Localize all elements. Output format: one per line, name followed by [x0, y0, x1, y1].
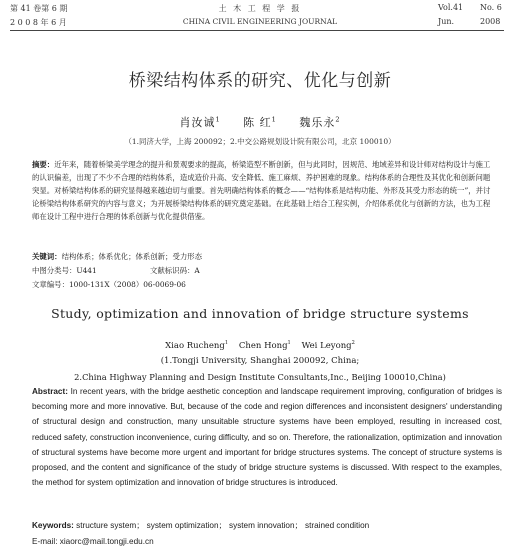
author-cn-2-sup: 1: [271, 115, 277, 124]
abstract-en-label: Abstract:: [32, 387, 68, 396]
doc-code-cn-value: A: [194, 266, 200, 275]
email-en: [32, 537, 154, 546]
affiliation-en-line-1: (1.Tongji University, Shanghai 200092, China;: [160, 356, 360, 366]
header-vol-issue-cn: 第 41 卷第 6 期: [10, 4, 68, 13]
author-en-2-sup: 1: [287, 340, 291, 346]
affiliation-en-line-2: 2.China Highway Planning and Design Institute Consultants,Inc., Beijing 100010,China): [74, 372, 446, 382]
author-cn-2: 陈 红: [243, 116, 272, 129]
author-cn-3-sup: 2: [335, 115, 341, 124]
clc-cn: [32, 265, 97, 276]
keywords-en-text: structure system； system optimization； system innovation； strained condition: [73, 521, 370, 530]
author-en-3: Wei Leyong: [301, 340, 352, 351]
affiliation-cn: （1.同济大学，上海 200092；2.中交公路规划设计院有限公司，北京 100010）: [124, 137, 396, 146]
email-en-label: E-mail:: [32, 537, 58, 546]
header-date-cn: 2 0 0 8 年 6 月: [10, 18, 67, 27]
header-journal-en: CHINA CIVIL ENGINEERING JOURNAL: [182, 17, 338, 26]
keywords-cn: [32, 251, 202, 262]
header-rule: [10, 30, 504, 31]
article-no-cn-value: 1000-131X（2008）06-0069-06: [68, 280, 186, 289]
doc-code-cn: [150, 265, 200, 276]
doc-code-cn-label: 文献标识码：: [150, 266, 195, 275]
title-cn: 桥梁结构体系的研究、优化与创新: [128, 71, 392, 91]
authors-en: [0, 340, 520, 351]
author-cn-1: 肖汝诚: [179, 116, 216, 129]
abstract-en-text: In recent years, with the bridge aesthetic conception and landscape requirement improving, configuration of bridges is becoming more and more innovative. But, because of the code and region differences and inconsistent designers' understanding of structural design and construction, many unsuitable structure systems have been employed, resulting in increased cost, reduced safety, construction inconvenience, curing difficulty, and so on. Therefore, the rationalization, optimization and innovation of structural systems have become more urgent and important for bridge structures systems. The concept of structure systems is proposed, and the content and significance of the study of bridge structure systems is discussed. With respect to the examples, the method for system optimization and innovation of bridge structures is introduced.: [32, 387, 502, 488]
author-en-3-sup: 2: [351, 340, 355, 346]
author-en-1-sup: 1: [224, 340, 229, 346]
clc-cn-value: U441: [76, 266, 97, 275]
header-year-en: 2008: [480, 17, 501, 26]
header-month-en: Jun.: [438, 17, 455, 26]
header-issue-en: No. 6: [480, 3, 502, 12]
clc-cn-label: 中图分类号：: [32, 266, 77, 275]
article-no-cn-label: 文章编号：: [32, 280, 69, 289]
keywords-en-label: Keywords:: [32, 521, 74, 530]
title-en: Study, optimization and innovation of bridge structure systems: [51, 306, 469, 321]
author-cn-1-sup: 1: [215, 115, 221, 124]
article-no-cn: [32, 279, 186, 290]
keywords-cn-label: 关键词：: [32, 252, 62, 261]
header-journal-cn: 土 木 工 程 学 报: [218, 4, 302, 13]
abstract-cn-text: 近年来，随着桥梁美学理念的提升和景观要求的提高，桥梁造型不断创新，但与此同时，因规范、地域差异和设计师对结构设计与施工的认识偏差，出现了不少不合理的结构体系，造成造价升高、安全降低、施工麻烦、养护困难的现象。结构体系的合理性及其优化和创新问题突显。对桥梁结构体系的研究显得越来越迫切与重要。首先明确结构体系的概念——“结构体系是结构功能、外形及其受力形态的统一”，并讨论桥梁结构体系研究的内容与意义；为开展桥梁结构体系的研究奠定基础。在此基础上结合工程实例，介绍体系优化与创新的方法，也为工程师在设计工程中进行合理的体系创新与优化提供借鉴。: [32, 160, 491, 221]
keywords-cn-text: 结构体系；体系优化；体系创新；受力形态: [61, 252, 203, 261]
author-cn-3: 魏乐永: [299, 116, 336, 129]
abstract-cn-label: 摘要：: [32, 160, 55, 169]
author-en-1: Xiao Rucheng: [165, 340, 225, 351]
author-en-2: Chen Hong: [238, 340, 288, 351]
email-en-text: xiaorc@mail.tongji.edu.cn: [57, 537, 154, 546]
abstract-en: [32, 384, 502, 490]
abstract-cn: [32, 158, 494, 223]
authors-cn: [0, 114, 520, 130]
header-vol-en: Vol.41: [438, 3, 464, 12]
keywords-en: [32, 520, 369, 531]
